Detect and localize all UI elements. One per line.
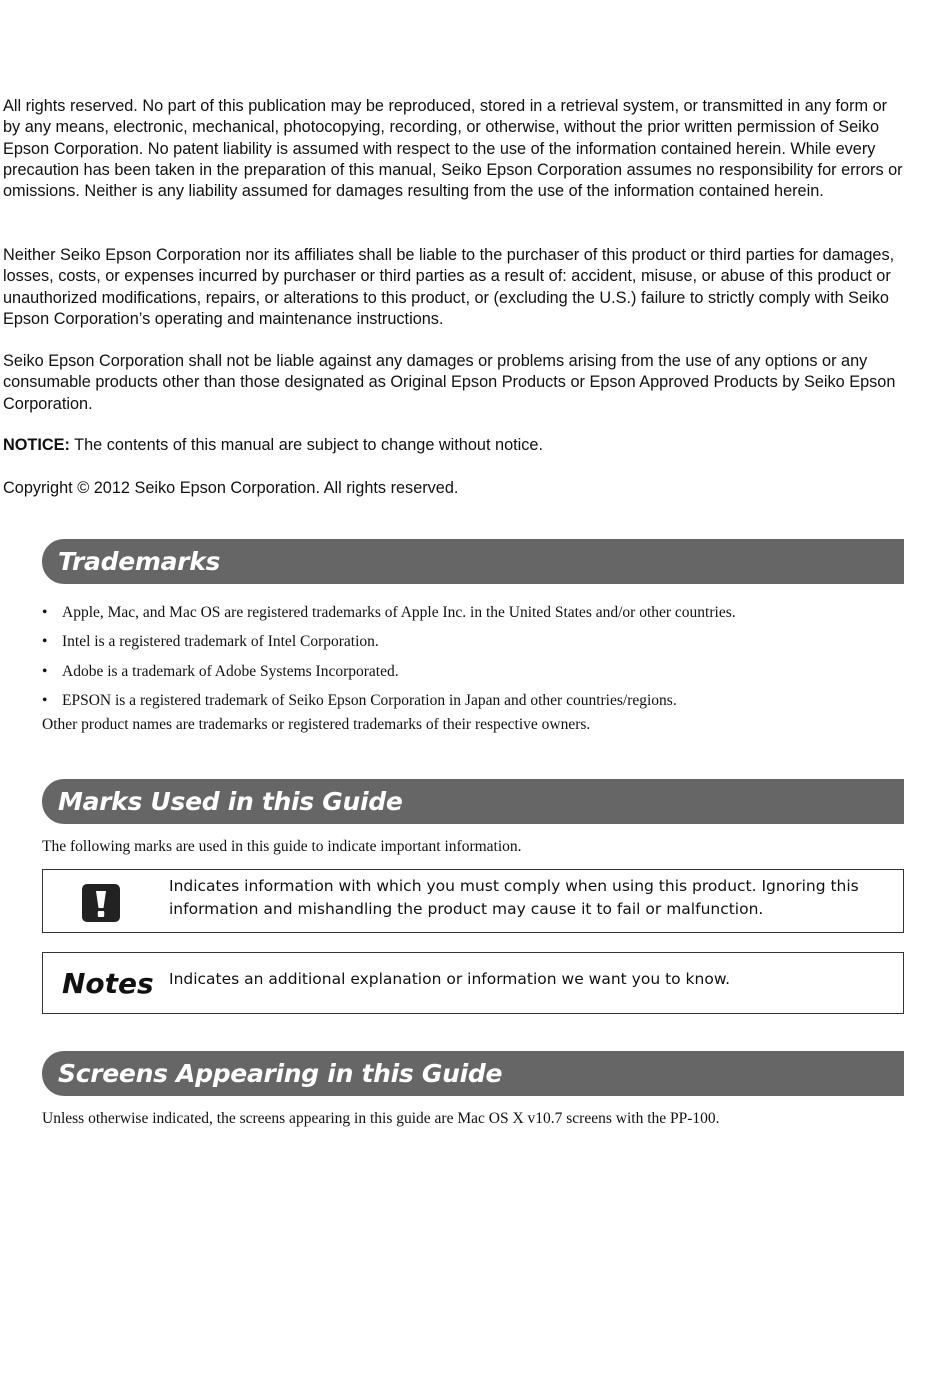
screens-heading: Screens Appearing in this Guide: [42, 1051, 904, 1096]
trademarks-footer: Other product names are trademarks or registered trademarks of their respective owners.: [42, 716, 591, 733]
notes-label: Notes: [62, 967, 154, 1000]
list-item: [42, 686, 902, 715]
notes-box: [42, 952, 904, 1014]
exclamation-icon: [81, 883, 121, 923]
copyright-line: Copyright © 2012 Seiko Epson Corporation. All rights reserved.: [3, 479, 459, 497]
legal-paragraph-liability: Neither Seiko Epson Corporation nor its affiliates shall be liable to the purchaser of this product or third parties for damages, losses, costs, or expenses incurred by purchaser or third parties as a result of: accident, misuse, or abuse of this product or unauthorized modifications, repairs, or alterations to this product, or (excluding the U.S.) failure to strictly comply with Seiko Epson Corporation’s operating and maintenance instructions.: [3, 246, 895, 328]
list-item: [42, 627, 902, 656]
marks-intro: The following marks are used in this guide to indicate important information.: [42, 838, 522, 855]
notice-text: The contents of this manual are subject to change without notice.: [69, 436, 543, 454]
trademark-text: Intel is a registered trademark of Intel Corporation.: [62, 633, 379, 651]
marks-heading: Marks Used in this Guide: [42, 779, 904, 824]
list-item: [42, 598, 902, 627]
notes-text: Indicates an additional explanation or information we want you to know.: [169, 970, 731, 988]
trademark-text: Apple, Mac, and Mac OS are registered trademarks of Apple Inc. in the United States and/or other countries.: [62, 604, 736, 621]
list-item: [42, 657, 902, 686]
trademark-text: Adobe is a trademark of Adobe Systems Incorporated.: [62, 662, 399, 680]
bullet: •: [42, 662, 48, 680]
legal-paragraph-rights: All rights reserved. No part of this publication may be reproduced, stored in a retrieval system, or transmitted in any form or by any means, electronic, mechanical, photocopying, recording, or otherwise, without the prior written permission of Seiko Epson Corporation. No patent liability is assumed with respect to the use of the information contained herein. While every precaution has been taken in the preparation of this manual, Seiko Epson Corporation assumes no responsibility for errors or omissions. Neither is any liability assumed for damages resulting from the use of the information contained herein.: [3, 97, 903, 201]
legal-paragraph-options: Seiko Epson Corporation shall not be liable against any damages or problems arising from the use of any options or any consumable products other than those designated as Original Epson Products or Epson Approved Products by Seiko Epson Corporation.: [3, 352, 896, 413]
trademarks-list: [42, 598, 902, 715]
screens-text: Unless otherwise indicated, the screens appearing in this guide are Mac OS X v10.7 screens with the PP-100.: [42, 1110, 720, 1127]
bullet: •: [42, 604, 48, 621]
trademarks-heading: Trademarks: [42, 539, 904, 584]
notice-label: NOTICE:: [3, 436, 70, 454]
caution-text: Indicates information with which you must comply when using this product. Ignoring this information and mishandling the product may cause it to fail or malfunction.: [169, 877, 859, 918]
trademark-text: EPSON is a registered trademark of Seiko Epson Corporation in Japan and other countries/regions.: [62, 691, 677, 709]
caution-box: [42, 869, 904, 933]
bullet: •: [42, 633, 48, 651]
notice-line: [3, 435, 908, 456]
bullet: •: [42, 691, 48, 709]
